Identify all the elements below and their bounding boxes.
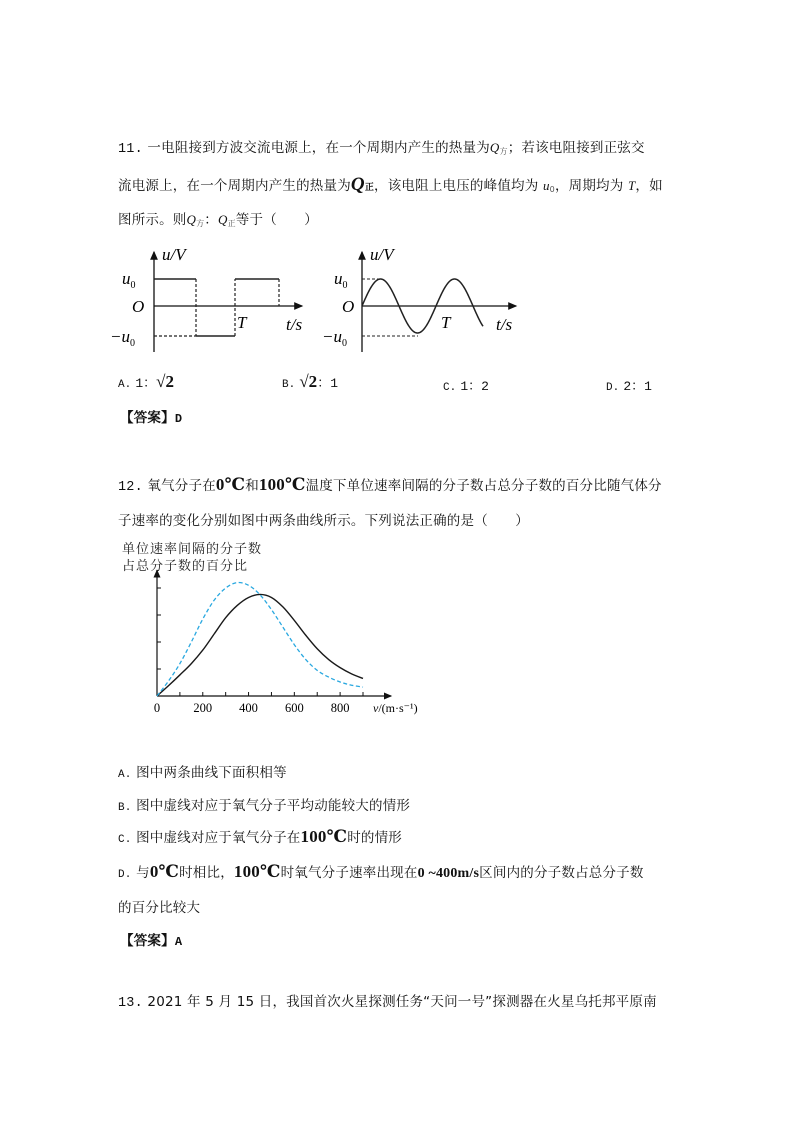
solid-curve	[157, 594, 363, 696]
q12-line-1	[118, 474, 662, 495]
temperature-0c: 0℃	[215, 475, 246, 494]
ratio-separator: ：	[204, 212, 218, 228]
answer-value: A	[174, 935, 183, 949]
q12-text: 子速率的变化分别如图中两条曲线所示。下列说法正确的是（ ）	[118, 513, 529, 529]
x-tick-label: 200	[193, 701, 213, 715]
q12-text: 温度下单位速率间隔的分子数占总分子数的百分比随气体分	[305, 478, 662, 494]
option-letter: C.	[443, 382, 457, 394]
q12-option-b[interactable]	[118, 794, 410, 814]
q11-text-3b: 等于（ ）	[235, 212, 318, 228]
t-axis-label: t/s	[496, 315, 513, 334]
option-text: 区间内的分子数占总分子数	[479, 865, 644, 881]
q-fang-subscript: 方	[499, 147, 508, 156]
option-letter: D.	[118, 869, 132, 881]
option-text: 时的情形	[347, 830, 402, 846]
option-letter: A.	[118, 379, 132, 391]
u0-label: $u_0$	[122, 269, 136, 291]
q-zheng-subscript: 正	[227, 219, 236, 228]
q13-text: 2021 年 5 月 15 日，我国首次火星探测任务“天问一号”探测器在火星乌托邦平原南	[147, 994, 657, 1010]
period-label: T	[237, 313, 247, 332]
option-text: 图中两条曲线下面积相等	[136, 765, 287, 781]
u0-label: $u_0$	[334, 269, 348, 291]
temperature-0c: 0℃	[149, 862, 180, 881]
speed-range: 0 ~400m/s	[417, 866, 480, 881]
x-tick-label: 800	[330, 701, 350, 715]
sqrt-two: √2	[299, 372, 318, 391]
option-text: 与	[136, 865, 150, 881]
option-letter: A.	[118, 769, 132, 781]
q12-text: 和	[245, 478, 259, 494]
q-zheng-subscript: 正	[364, 183, 375, 193]
q11-text-1b: ；若该电阻接到正弦交	[507, 140, 645, 156]
q11-text-3: 图所示。则	[118, 212, 187, 228]
q12-option-d-line-2	[118, 896, 200, 916]
origin-label: O	[132, 297, 145, 316]
u0-symbol: u	[542, 178, 550, 193]
q11-option-b[interactable]	[282, 372, 338, 392]
q11-option-d[interactable]	[606, 375, 652, 394]
q-zheng-symbol: Q	[350, 174, 365, 195]
q12-option-c[interactable]	[118, 826, 402, 847]
q11-text-2: 流电源上，在一个周期内产生的热量为	[118, 178, 351, 194]
option-letter: B.	[282, 379, 296, 391]
temperature-100c: 100℃	[258, 475, 306, 494]
neg-u0-label: $-u_0$	[322, 327, 347, 349]
u0-subscript: 0	[549, 185, 555, 194]
option-text: 图中虚线对应于氧气分子在	[136, 830, 301, 846]
q-fang-symbol: Q	[489, 140, 500, 155]
period-label: T	[441, 313, 451, 332]
option-letter: C.	[118, 834, 132, 846]
q-fang-subscript: 方	[196, 219, 205, 228]
q12-option-a[interactable]	[118, 761, 287, 781]
option-letter: B.	[118, 802, 132, 814]
answer-label: 【答案】	[120, 410, 175, 426]
t-axis-label: t/s	[286, 315, 303, 334]
q12-answer	[120, 929, 182, 949]
x-tick-label: 400	[239, 701, 258, 715]
question-number: 13.	[118, 996, 143, 1011]
question-number: 12.	[118, 480, 143, 495]
temperature-100c: 100℃	[233, 862, 281, 881]
speed-distribution-chart	[140, 565, 440, 725]
q13-line-1	[118, 990, 657, 1011]
option-text: 1：	[135, 376, 157, 391]
x-tick-label: 0	[153, 701, 161, 715]
q12-text: 氧气分子在	[147, 478, 216, 494]
option-text: 2：1	[623, 379, 652, 394]
neg-u0-label: $-u_0$	[110, 327, 135, 349]
q11-text-2d: ，如	[635, 178, 663, 194]
sqrt-two: √2	[156, 372, 174, 391]
y-axis-label: u/V	[370, 245, 394, 264]
q11-answer	[120, 406, 182, 426]
q-zheng-symbol: Q	[218, 212, 228, 227]
q11-text-2c: ，周期均为	[554, 178, 624, 194]
sine-wave-figure	[322, 240, 530, 355]
q11-line-3	[118, 208, 318, 229]
y-axis-label: u/V	[162, 245, 186, 264]
q11-option-a[interactable]	[118, 372, 174, 392]
x-tick-label: 600	[284, 701, 304, 715]
answer-label: 【答案】	[120, 933, 175, 949]
option-text: 1：2	[460, 379, 489, 394]
option-text: 时氧气分子速率出现在	[280, 865, 418, 881]
option-text: 图中虚线对应于氧气分子平均动能较大的情形	[136, 798, 411, 814]
option-text: ：1	[317, 376, 338, 391]
q11-option-c[interactable]	[443, 375, 489, 394]
q12-option-d[interactable]	[118, 861, 644, 882]
q11-line-1	[118, 136, 645, 157]
question-number: 11.	[118, 142, 143, 157]
chart-title-line-2: 占总分子数的百分比	[122, 559, 249, 574]
chart-title-line-1: 单位速率间隔的分子数	[122, 542, 263, 557]
option-text: 的百分比较大	[118, 900, 201, 916]
dashed-curve	[157, 583, 363, 696]
q12-line-2	[118, 509, 529, 529]
answer-value: D	[174, 412, 183, 426]
q11-text-2b: ，该电阻上电压的峰值均为	[374, 178, 539, 194]
origin-label: O	[342, 297, 355, 316]
q-fang-symbol: Q	[186, 212, 197, 227]
q11-line-2	[118, 174, 663, 196]
temperature-100c: 100℃	[300, 827, 348, 846]
option-letter: D.	[606, 382, 620, 394]
option-text: 时相比，	[179, 865, 234, 881]
square-wave-figure	[110, 240, 320, 355]
x-axis-label: v/(m·s⁻¹)	[373, 701, 418, 715]
q11-text-1: 一电阻接到方波交流电源上，在一个周期内产生的热量为	[147, 140, 490, 156]
period-symbol: T	[627, 178, 636, 193]
